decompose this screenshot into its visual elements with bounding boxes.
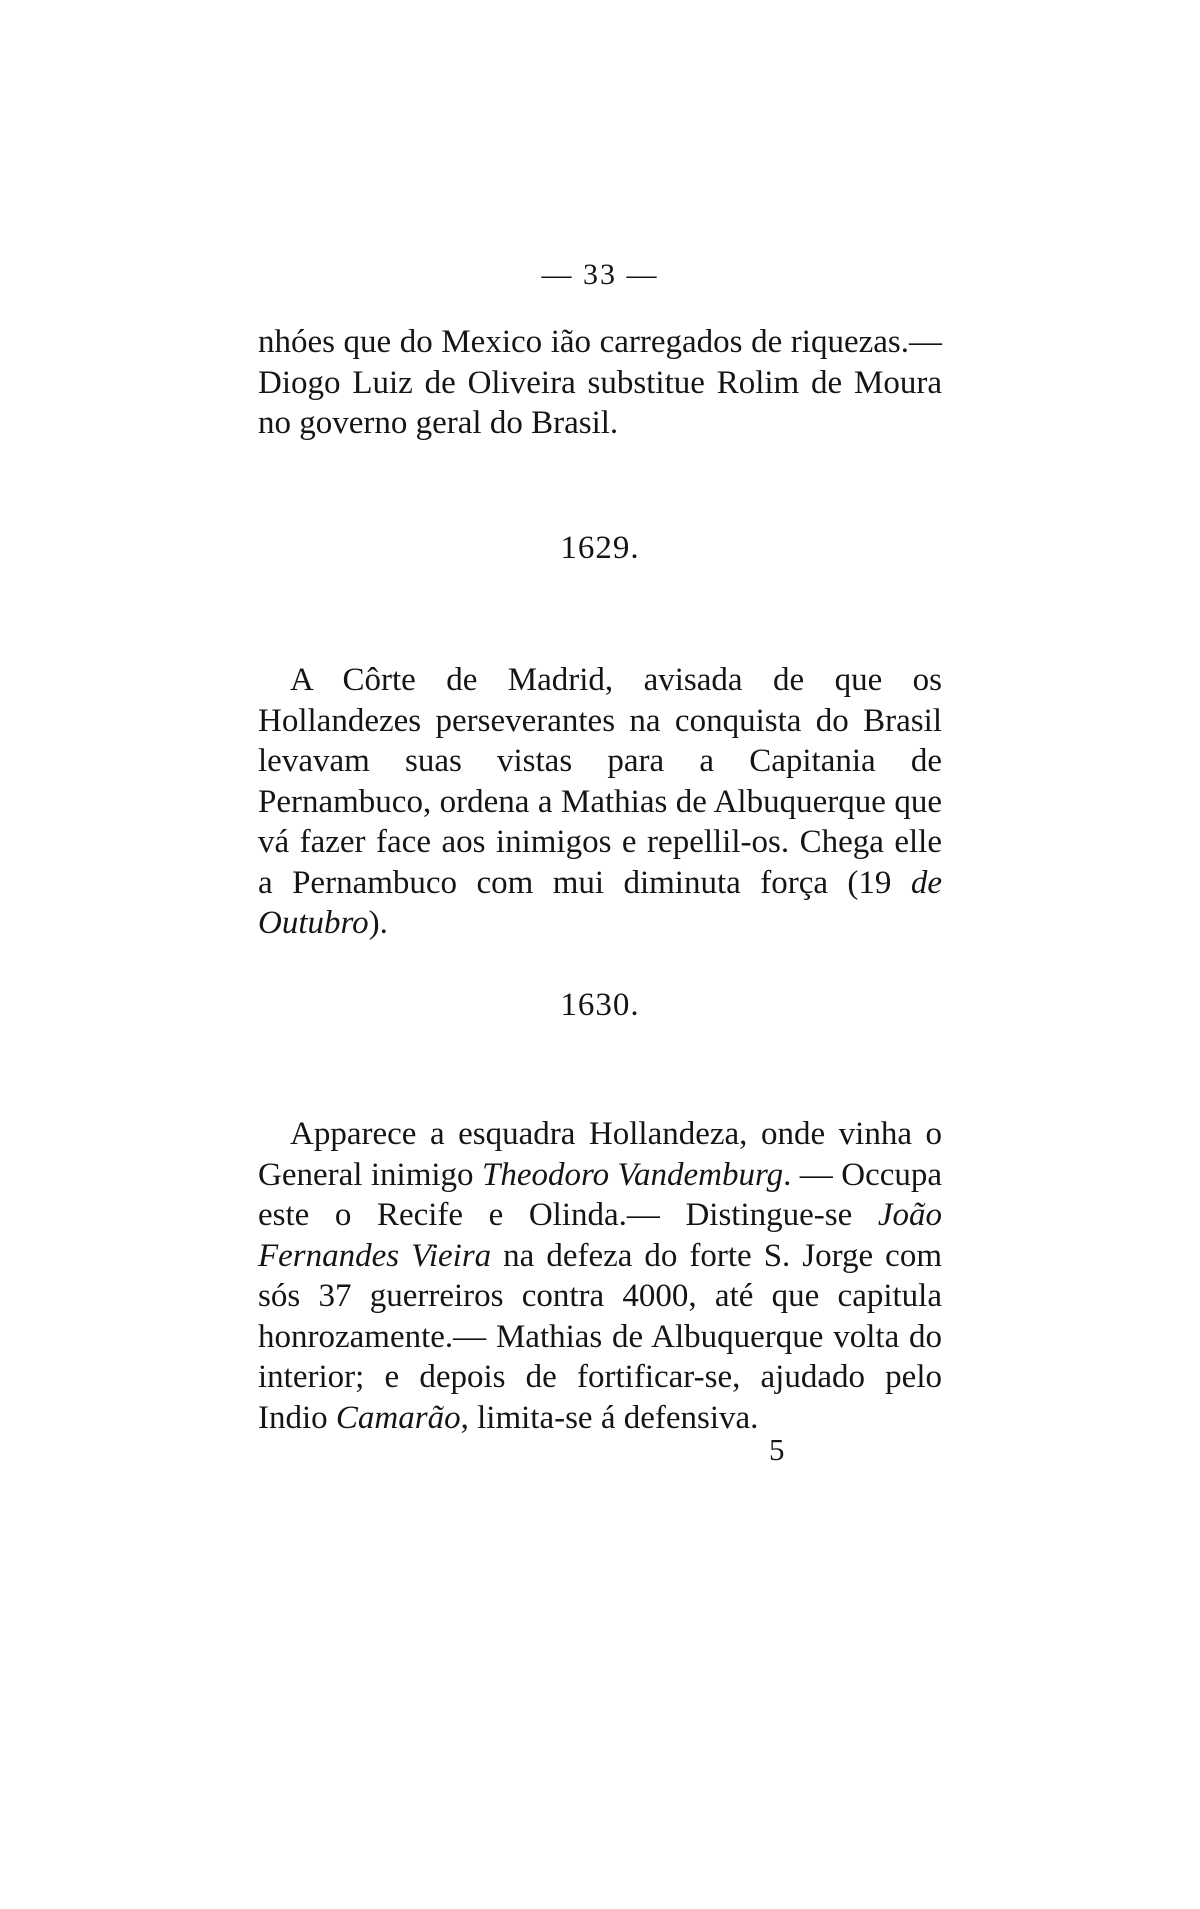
intro-paragraph: nhóes que do Mexico ião carregados de riquezas.— Diogo Luiz de Oliveira substitue Rolim de Moura no governo geral do Brasil. (258, 324, 942, 441)
italic-name: Theodoro Vandemburg (481, 1156, 784, 1193)
section-1629-paragraph (258, 660, 942, 944)
year-heading-1630: 1630. (560, 987, 640, 1023)
italic-name: Camarão (335, 1399, 461, 1436)
paragraph-text: Apparece a esquadra Hollandeza, onde vinha o General inimigo (258, 1116, 942, 1193)
paragraph-text: na defeza do forte S. Jorge com sós 37 guerreiros contra 4000, até que capitula honrozamente.— Mathias de Albuquerque volta do interior; e depois de fortificar-se, ajudado pelo Indio (258, 1237, 942, 1436)
year-heading-1629: 1629. (560, 530, 640, 566)
signature-mark: 5 (769, 1432, 785, 1467)
paragraph-text: . — Occupa este o Recife e Olinda.— Distingue-se (258, 1156, 943, 1233)
paragraph-text: , limita-se á defensiva. (460, 1399, 759, 1436)
page-number: — 33 — (541, 258, 659, 291)
section-1630-block (258, 1114, 942, 1438)
section-1629-block (258, 660, 942, 944)
italic-date: de Outubro (258, 864, 942, 941)
italic-name: João Fernandes Vieira (258, 1197, 942, 1274)
intro-paragraph-block (258, 322, 942, 444)
section-1630-paragraph (258, 1114, 942, 1438)
paragraph-text: ). (368, 905, 388, 941)
paragraph-text: A Côrte de Madrid, avisada de que os Hollandezes perseverantes na conquista do Brasil levavam suas vistas para a Capitania de Pernambuco, ordena a Mathias de Albuquerque que vá fazer face aos inimigos e repellil-os. Chega elle a Pernambuco com mui diminuta força (19 (258, 662, 942, 901)
